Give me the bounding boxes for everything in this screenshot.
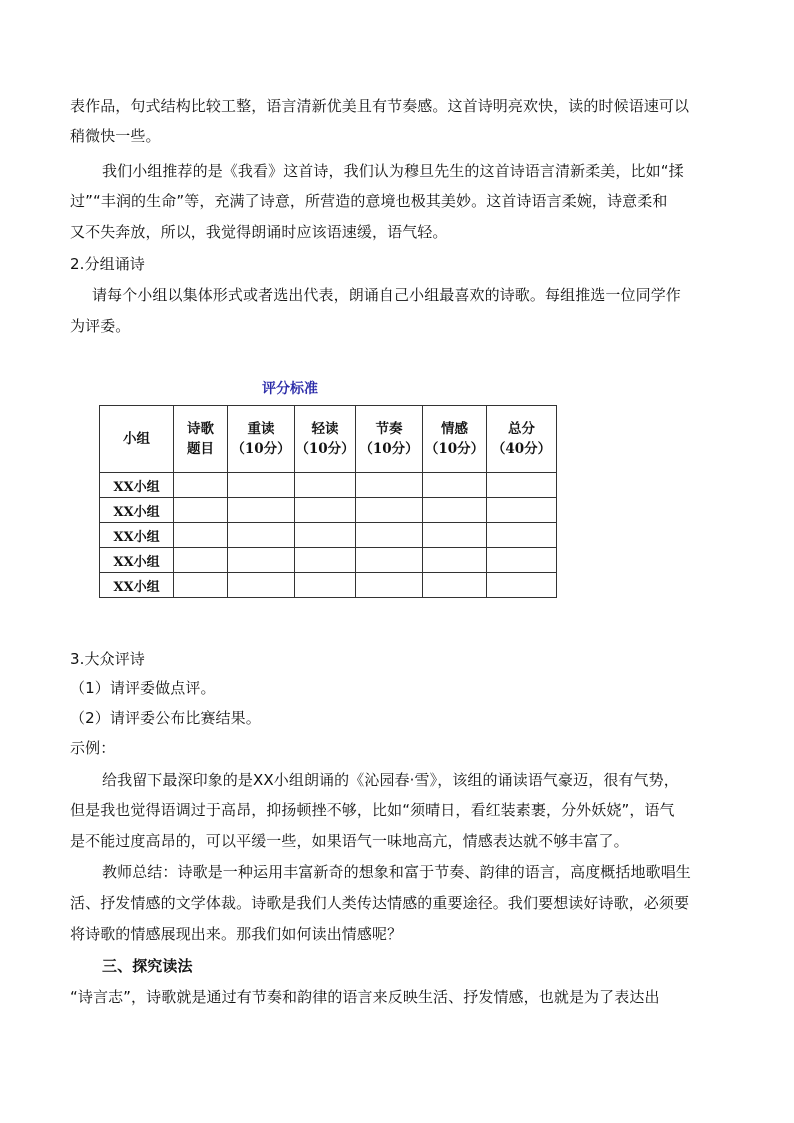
table-row xyxy=(100,523,557,548)
paragraph-line: 教师总结：诗歌是一种运用丰富新奇的想象和富于节奏、韵律的语言，高度概括地歌唱生 xyxy=(102,863,691,881)
paragraph-line: “诗言志”，诗歌就是通过有节奏和韵律的语言来反映生活、抒发情感，也就是为了表达出 xyxy=(70,988,660,1006)
table-cell xyxy=(174,523,228,548)
table-cell xyxy=(356,498,423,523)
header-cell-stress xyxy=(228,406,295,473)
row-group-name: XX小组 xyxy=(100,573,174,598)
paragraph-line: 给我留下最深印象的是XX小组朗诵的《沁园春·雪》，该组的诵读语气豪迈，很有气势， xyxy=(102,771,679,789)
table-header-row xyxy=(100,406,557,473)
list-item: （2）请评委公布比赛结果。 xyxy=(70,709,261,727)
table-row xyxy=(100,473,557,498)
table-cell xyxy=(295,473,356,498)
table-cell xyxy=(487,523,557,548)
header-text: 题目 xyxy=(187,441,214,457)
table-title: 评分标准 xyxy=(262,381,318,397)
paragraph-line: 将诗歌的情感展现出来。那我们如何读出情感呢？ xyxy=(70,925,403,943)
table-cell xyxy=(295,523,356,548)
table-cell xyxy=(174,548,228,573)
table-cell xyxy=(228,573,295,598)
header-cell-total xyxy=(487,406,557,473)
row-group-name: XX小组 xyxy=(100,473,174,498)
table-row xyxy=(100,573,557,598)
paragraph-line: 是不能过度高昂的，可以平缓一些，如果语气一味地高亢，情感表达就不够丰富了。 xyxy=(70,832,629,850)
header-cell-rhythm xyxy=(356,406,423,473)
paragraph-line: 我们小组推荐的是《我看》这首诗，我们认为穆旦先生的这首诗语言清新柔美，比如“揉 xyxy=(102,162,684,180)
paragraph-line: 又不失奔放，所以，我觉得朗诵时应该语速缓，语气轻。 xyxy=(70,223,448,241)
paragraph-line: 为评委。 xyxy=(70,317,131,335)
header-text: （40分） xyxy=(491,441,552,457)
header-cell-group xyxy=(100,406,174,473)
example-label: 示例： xyxy=(70,739,116,757)
table-row xyxy=(100,498,557,523)
table-cell xyxy=(356,548,423,573)
header-text: 小组 xyxy=(123,431,150,447)
table-cell xyxy=(423,548,487,573)
table-cell xyxy=(423,523,487,548)
table-cell xyxy=(295,573,356,598)
header-text: 重读 xyxy=(247,421,275,437)
paragraph-line: 但是我也觉得语调过于高昂，抑扬顿挫不够，比如“须晴日，看红装素裹，分外妖娆”，语气 xyxy=(70,801,675,819)
header-text: 诗歌 xyxy=(187,421,214,437)
header-text: （10分） xyxy=(359,441,419,457)
header-text: 情感 xyxy=(441,421,468,437)
table-cell xyxy=(228,473,295,498)
row-group-name: XX小组 xyxy=(100,498,174,523)
table-cell xyxy=(356,523,423,548)
table-cell xyxy=(174,473,228,498)
header-text: 轻读 xyxy=(311,421,339,437)
table-cell xyxy=(487,473,557,498)
paragraph-line: 表作品，句式结构比较工整，语言清新优美且有节奏感。这首诗明亮欢快，读的时候语速可以 xyxy=(70,97,690,115)
header-text: 节奏 xyxy=(375,421,403,437)
table-cell xyxy=(356,573,423,598)
table-cell xyxy=(295,498,356,523)
header-text: （10分） xyxy=(295,441,355,457)
table-cell xyxy=(423,573,487,598)
header-cell-emotion xyxy=(423,406,487,473)
section-heading: 三、探究读法 xyxy=(102,957,193,975)
table-row xyxy=(100,548,557,573)
list-item: （1）请评委做点评。 xyxy=(70,679,216,697)
table-cell xyxy=(174,573,228,598)
section-heading: 3.大众评诗 xyxy=(70,650,145,668)
table-cell xyxy=(228,548,295,573)
row-group-name: XX小组 xyxy=(100,523,174,548)
row-group-name: XX小组 xyxy=(100,548,174,573)
table-cell xyxy=(487,573,557,598)
table-cell xyxy=(487,498,557,523)
table-cell xyxy=(174,498,228,523)
header-cell-soft xyxy=(295,406,356,473)
table-cell xyxy=(423,473,487,498)
header-text: 总分 xyxy=(508,421,535,437)
paragraph-line: 过”“丰润的生命”等，充满了诗意，所营造的意境也极其美妙。这首诗语言柔婉，诗意柔和 xyxy=(70,192,668,210)
paragraph-line: 活、抒发情感的文学体裁。诗歌是我们人类传达情感的重要途径。我们要想读好诗歌，必须要 xyxy=(70,894,690,912)
table-cell xyxy=(228,498,295,523)
table-cell xyxy=(356,473,423,498)
header-text: （10分） xyxy=(424,441,485,457)
table-cell xyxy=(295,548,356,573)
header-text: （10分） xyxy=(231,441,291,457)
paragraph-line: 请每个小组以集体形式或者选出代表，朗诵自己小组最喜欢的诗歌。每组推选一位同学作 xyxy=(92,286,681,304)
score-table xyxy=(99,405,557,598)
section-heading: 2.分组诵诗 xyxy=(70,255,145,273)
header-cell-poem-title xyxy=(174,406,228,473)
table-cell xyxy=(423,498,487,523)
table-cell xyxy=(228,523,295,548)
paragraph-line: 稍微快一些。 xyxy=(70,127,161,145)
table-cell xyxy=(487,548,557,573)
